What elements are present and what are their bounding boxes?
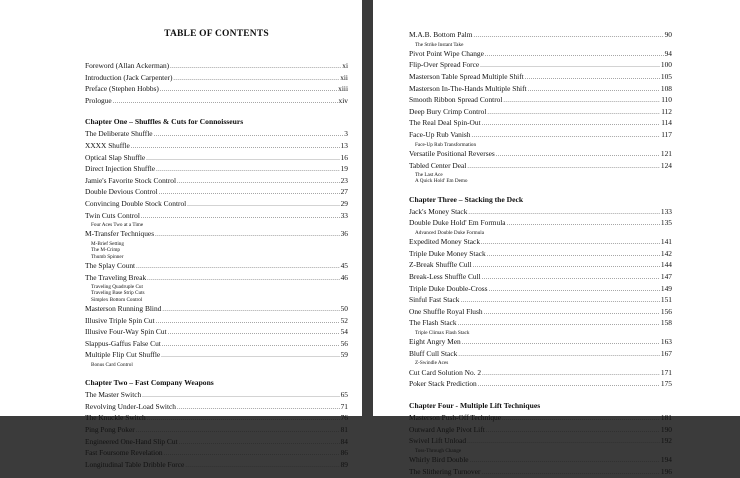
toc-entry	[409, 130, 672, 142]
dot-leader	[480, 62, 660, 72]
dot-leader	[525, 74, 660, 84]
toc-entry	[409, 307, 672, 319]
entry-title: Eight Angry Men	[409, 337, 461, 347]
toc-entry	[85, 187, 348, 199]
entry-page-number: 196	[660, 466, 672, 476]
entry-title: The Master Switch	[85, 390, 142, 400]
dot-leader	[156, 318, 340, 328]
entry-page-number: 144	[660, 260, 672, 270]
toc-entry	[85, 339, 348, 351]
toc-entry	[85, 199, 348, 211]
dot-leader	[168, 329, 340, 339]
dot-leader	[496, 151, 660, 161]
entry-title: Break-Less Shuffle Cull	[409, 271, 481, 281]
dot-leader	[147, 275, 339, 285]
entry-page-number: 110	[661, 95, 672, 105]
toc-entry	[409, 379, 672, 391]
entry-title: The Real Deal Spin-Out	[409, 118, 481, 128]
entry-page-number: 112	[661, 106, 672, 116]
dot-leader	[486, 427, 660, 437]
entry-title: The Splay Count	[85, 260, 136, 270]
entry-title: Fast Foursome Revelation	[85, 448, 163, 458]
toc-subentry: M-Brief Setting	[91, 241, 124, 248]
dot-leader	[503, 97, 660, 107]
toc-entry	[409, 107, 672, 119]
toc-subentry: The Last Ace	[415, 172, 443, 179]
entry-title: Cut Card Solution No. 2	[409, 367, 482, 377]
dot-leader	[155, 231, 340, 241]
entry-title: The Flash Stack	[409, 318, 457, 328]
toc-entry	[409, 455, 672, 467]
toc-entry	[85, 460, 348, 472]
dot-leader	[161, 352, 339, 362]
toc-entry	[409, 118, 672, 130]
toc-entry	[85, 402, 348, 414]
entry-page-number: 16	[340, 152, 348, 162]
dot-leader	[179, 439, 340, 449]
dot-leader	[481, 239, 660, 249]
dot-leader	[173, 75, 339, 85]
dot-leader	[113, 98, 338, 108]
entry-title: The Traveling Break	[85, 272, 147, 282]
chapter-heading: Chapter Two – Fast Company Weapons	[85, 378, 214, 388]
toc-entry	[85, 141, 348, 153]
dot-leader	[467, 438, 660, 448]
dot-leader	[482, 370, 660, 380]
entry-title: Prologue	[85, 95, 112, 105]
dot-leader	[461, 297, 660, 307]
entry-page-number: 33	[340, 210, 348, 220]
dot-leader	[177, 178, 340, 188]
toc-entry	[409, 60, 672, 72]
entry-page-number: 147	[660, 271, 672, 281]
entry-page-number: 81	[340, 425, 348, 435]
entry-title: Revolving Under-Load Switch	[85, 401, 176, 411]
dot-leader	[177, 404, 340, 414]
toc-entry	[409, 30, 672, 42]
dot-leader	[487, 251, 660, 261]
entry-title: Foreword (Allan Ackerman)	[85, 61, 170, 70]
toc-entry	[85, 413, 348, 425]
toc-entry	[85, 164, 348, 176]
entry-title: Preface (Stephen Hobbs)	[85, 84, 159, 94]
dot-leader	[136, 263, 340, 273]
entry-page-number: 192	[660, 436, 672, 446]
dot-leader	[473, 262, 660, 272]
entry-page-number: 52	[340, 315, 348, 325]
toc-entry	[409, 436, 672, 448]
toc-section	[85, 61, 348, 107]
toc-entry	[85, 425, 348, 437]
entry-page-number: xiii	[338, 84, 348, 94]
entry-page-number: 149	[660, 283, 672, 293]
toc-entry	[85, 61, 348, 73]
entry-title: Expedited Money Stack	[409, 237, 481, 247]
entry-title: Convincing Double Stock Control	[85, 198, 187, 208]
entry-title: The Deliberate Shuffle	[85, 129, 153, 139]
toc-entry	[409, 349, 672, 361]
entry-title: Deep Bury Crimp Control	[409, 106, 487, 116]
chapter-heading: Chapter One – Shuffles & Cuts for Connoisseurs	[85, 117, 244, 127]
entry-page-number: 175	[660, 379, 672, 389]
entry-title: Double Duke Hold' Em Formula	[409, 218, 506, 228]
entry-page-number: 29	[340, 198, 348, 208]
toc-entry	[85, 153, 348, 165]
dot-leader	[481, 469, 659, 478]
toc-entry	[409, 337, 672, 349]
entry-page-number: 3	[344, 129, 348, 139]
toc-entry	[409, 237, 672, 249]
entry-title: Bluff Cull Stack	[409, 348, 458, 358]
dot-leader	[147, 415, 340, 425]
toc-entry	[85, 437, 348, 449]
dot-leader	[131, 143, 340, 153]
entry-title: Triple Duke Double-Cross	[409, 283, 488, 293]
entry-page-number: 135	[660, 218, 672, 228]
entry-title: Engineered One-Hand Slip Cut	[85, 436, 178, 446]
entry-page-number: xii	[340, 72, 348, 82]
toc-entry	[85, 261, 348, 273]
entry-page-number: 121	[660, 148, 672, 158]
dot-leader	[482, 120, 661, 130]
toc-subentry: Toss-Through Change	[415, 447, 462, 454]
toc-subentry: Thumb Spinner	[91, 253, 124, 260]
toc-entry	[409, 284, 672, 296]
toc-entry	[409, 95, 672, 107]
toc-entry	[85, 448, 348, 460]
left-toc-column	[85, 29, 348, 471]
dot-leader	[136, 427, 340, 437]
entry-title: Introduction (Jack Carpenter)	[85, 72, 173, 82]
dot-leader	[142, 392, 339, 402]
dot-leader	[482, 274, 660, 284]
dot-leader	[170, 63, 341, 73]
toc-entry	[85, 84, 348, 96]
right-page	[373, 0, 740, 476]
entry-page-number: 190	[660, 424, 672, 434]
entry-title: One Shuffle Royal Flush	[409, 306, 483, 316]
entry-title: Illusive Triple Spin Cut	[85, 315, 155, 325]
dot-leader	[528, 86, 660, 96]
toc-entry	[409, 467, 672, 478]
toc-entry	[85, 96, 348, 108]
dot-leader	[187, 201, 339, 211]
toc-section	[409, 30, 672, 185]
left-toc-sections	[85, 61, 348, 471]
entry-title: Poker Stack Prediction	[409, 379, 477, 389]
entry-title: M.A.B. Bottom Palm	[409, 30, 473, 39]
dot-leader	[164, 450, 340, 460]
entry-page-number: 158	[660, 318, 672, 328]
toc-entry	[409, 49, 672, 61]
entry-title: Sinful Fast Stack	[409, 295, 460, 305]
toc-entry	[85, 211, 348, 223]
dot-leader	[478, 381, 660, 391]
entry-page-number: 167	[660, 348, 672, 358]
entry-page-number: 27	[340, 187, 348, 197]
dot-leader	[141, 213, 340, 223]
entry-page-number: 50	[340, 303, 348, 313]
toc-entry	[409, 272, 672, 284]
entry-title: Illusive Four-Way Spin Cut	[85, 327, 167, 337]
toc-subentry: Simplex Bottom Control	[91, 296, 143, 303]
dot-leader	[489, 286, 660, 296]
entry-page-number: 108	[660, 83, 672, 93]
entry-page-number: 171	[660, 367, 672, 377]
toc-entry	[85, 176, 348, 188]
entry-title: Triple Duke Money Stack	[409, 248, 486, 258]
entry-title: Direct Injection Shuffle	[85, 164, 156, 174]
chapter-heading: Chapter Four - Multiple Lift Techniques	[409, 400, 541, 410]
entry-title: The Slithering Turnover	[409, 466, 481, 476]
entry-title: Tabled Center Deal	[409, 160, 467, 170]
entry-page-number: 59	[340, 350, 348, 360]
dot-leader	[156, 166, 340, 176]
toc-entry	[409, 260, 672, 272]
right-toc-column	[409, 30, 672, 478]
entry-title: Slappus-Gaffus False Cut	[85, 338, 161, 348]
dot-leader	[458, 351, 660, 361]
entry-page-number: 100	[660, 60, 672, 70]
entry-page-number: 65	[340, 390, 348, 400]
entry-page-number: 89	[340, 459, 348, 469]
entry-title: Jamie's Favorite Stock Control	[85, 175, 177, 185]
entry-title: Longitudinal Table Dribble Force	[85, 459, 185, 469]
left-page	[0, 0, 362, 469]
entry-page-number: 124	[660, 160, 672, 170]
entry-page-number: 13	[340, 140, 348, 150]
entry-page-number: 23	[340, 175, 348, 185]
toc-entry	[409, 72, 672, 84]
toc-entry	[85, 350, 348, 362]
toc-subentry: Face-Up Rub Transformation	[415, 141, 477, 148]
entry-page-number: 117	[661, 130, 672, 140]
entry-page-number: xi	[342, 61, 348, 70]
entry-page-number: 56	[340, 338, 348, 348]
entry-title: Jack's Money Stack	[409, 206, 468, 216]
entry-title: Smooth Ribbon Spread Control	[409, 95, 503, 105]
entry-title: Ping Pong Poker	[85, 425, 135, 435]
toc-subentry: The M-Crimp	[91, 247, 120, 254]
toc-subentry: Triple Climax Flash Stack	[415, 329, 470, 336]
entry-title: XXXX Shuffle	[85, 140, 130, 150]
dot-leader	[458, 320, 660, 330]
toc-entry	[85, 390, 348, 402]
toc-entry	[85, 229, 348, 241]
dot-leader	[185, 462, 339, 472]
entry-title: The Knuckle Switch	[85, 413, 146, 423]
entry-title: Swivel Lift Unload	[409, 436, 467, 446]
toc-entry	[409, 161, 672, 173]
entry-page-number: 114	[661, 118, 672, 128]
entry-page-number: 163	[660, 337, 672, 347]
toc-entry	[85, 316, 348, 328]
toc-section	[409, 195, 672, 391]
entry-page-number: 142	[660, 248, 672, 258]
dot-leader	[487, 109, 660, 119]
dot-leader	[468, 209, 660, 219]
entry-page-number: 141	[660, 237, 672, 247]
entry-page-number: xiv	[338, 95, 348, 105]
toc-entry	[85, 327, 348, 339]
toc-entry	[85, 73, 348, 85]
toc-subentry: Bonus Card Control	[91, 361, 133, 368]
entry-page-number: 84	[340, 436, 348, 446]
entry-title: Masterson In-The-Hands Multiple Shift	[409, 83, 527, 93]
entry-page-number: 71	[340, 401, 348, 411]
entry-title: Outward Angle Pivot Lift	[409, 424, 485, 434]
dot-leader	[162, 306, 339, 316]
toc-subentry: Advanced Double Duke Formula	[415, 229, 485, 236]
toc-entry	[85, 273, 348, 285]
entry-title: Masterson Table Spread Multiple Shift	[409, 72, 524, 82]
toc-subentry: The Strike Instant Take	[415, 41, 464, 48]
dot-leader	[154, 131, 344, 141]
entry-title: Versatile Positional Reverses	[409, 148, 495, 158]
dot-leader	[160, 86, 337, 96]
entry-page-number: 105	[660, 72, 672, 82]
toc-entry	[409, 425, 672, 437]
entry-title: Double Devious Control	[85, 187, 158, 197]
entry-page-number: 19	[340, 164, 348, 174]
toc-section	[85, 117, 348, 368]
chapter-heading: Chapter Three – Stacking the Deck	[409, 194, 524, 204]
toc-subentry: Traveling Base Strip Cuts	[91, 290, 145, 297]
entry-title: Multiple Flip Cut Shuffle	[85, 350, 161, 360]
toc-section	[409, 401, 672, 478]
toc-entry	[409, 368, 672, 380]
entry-title: Whirly Bird Double	[409, 455, 469, 464]
entry-title: Pivot Point Wipe Change	[409, 48, 484, 58]
entry-page-number: 36	[340, 229, 348, 239]
page-title: TABLE OF CONTENTS	[164, 29, 269, 39]
toc-entry	[409, 249, 672, 261]
entry-page-number: 156	[660, 306, 672, 316]
dot-leader	[484, 309, 660, 319]
dot-leader	[507, 220, 660, 230]
entry-title: Masterson Push-Off Technique	[409, 412, 501, 422]
toc-subentry: Traveling Quadruple Cut	[91, 284, 143, 291]
dot-leader	[162, 341, 340, 351]
entry-page-number: 45	[340, 260, 348, 270]
dot-leader	[473, 32, 663, 42]
toc-entry	[409, 318, 672, 330]
entry-page-number: 181	[660, 412, 672, 422]
entry-title: Flip-Over Spread Force	[409, 60, 480, 70]
toc-subentry: Four Aces Two at a Time	[91, 222, 144, 229]
entry-page-number: 76	[340, 413, 348, 423]
toc-entry	[409, 84, 672, 96]
entry-page-number: 86	[340, 448, 348, 458]
toc-subentry: Z-Swindle Aces	[415, 360, 449, 367]
toc-section	[85, 378, 348, 471]
entry-page-number: 194	[660, 455, 672, 464]
dot-leader	[159, 189, 340, 199]
entry-title: Optical Slap Shuffle	[85, 152, 146, 162]
toc-entry	[85, 129, 348, 141]
toc-entry	[409, 295, 672, 307]
dot-leader	[146, 155, 339, 165]
toc-subentry: A Quick Hold' Em Demo	[415, 178, 468, 185]
entry-page-number: 151	[660, 295, 672, 305]
dot-leader	[485, 51, 664, 61]
dot-leader	[502, 415, 660, 425]
toc-entry	[409, 207, 672, 219]
dot-leader	[462, 339, 660, 349]
entry-page-number: 90	[664, 30, 672, 39]
entry-page-number: 133	[660, 206, 672, 216]
entry-title: Face-Up Rub Vanish	[409, 130, 471, 140]
dot-leader	[467, 163, 660, 173]
toc-entry	[409, 413, 672, 425]
entry-title: Masterson Running Blind	[85, 303, 162, 313]
entry-page-number: 94	[664, 48, 672, 58]
toc-entry	[409, 218, 672, 230]
dot-leader	[471, 132, 660, 142]
dot-leader	[470, 457, 660, 467]
entry-title: M-Transfer Techniques	[85, 229, 155, 239]
entry-title: Z-Break Shuffle Cull	[409, 260, 472, 270]
right-toc-sections	[409, 30, 672, 478]
toc-entry	[409, 149, 672, 161]
toc-entry	[85, 304, 348, 316]
entry-page-number: 46	[340, 272, 348, 282]
entry-page-number: 54	[340, 327, 348, 337]
entry-title: Twin Cuts Control	[85, 210, 140, 220]
